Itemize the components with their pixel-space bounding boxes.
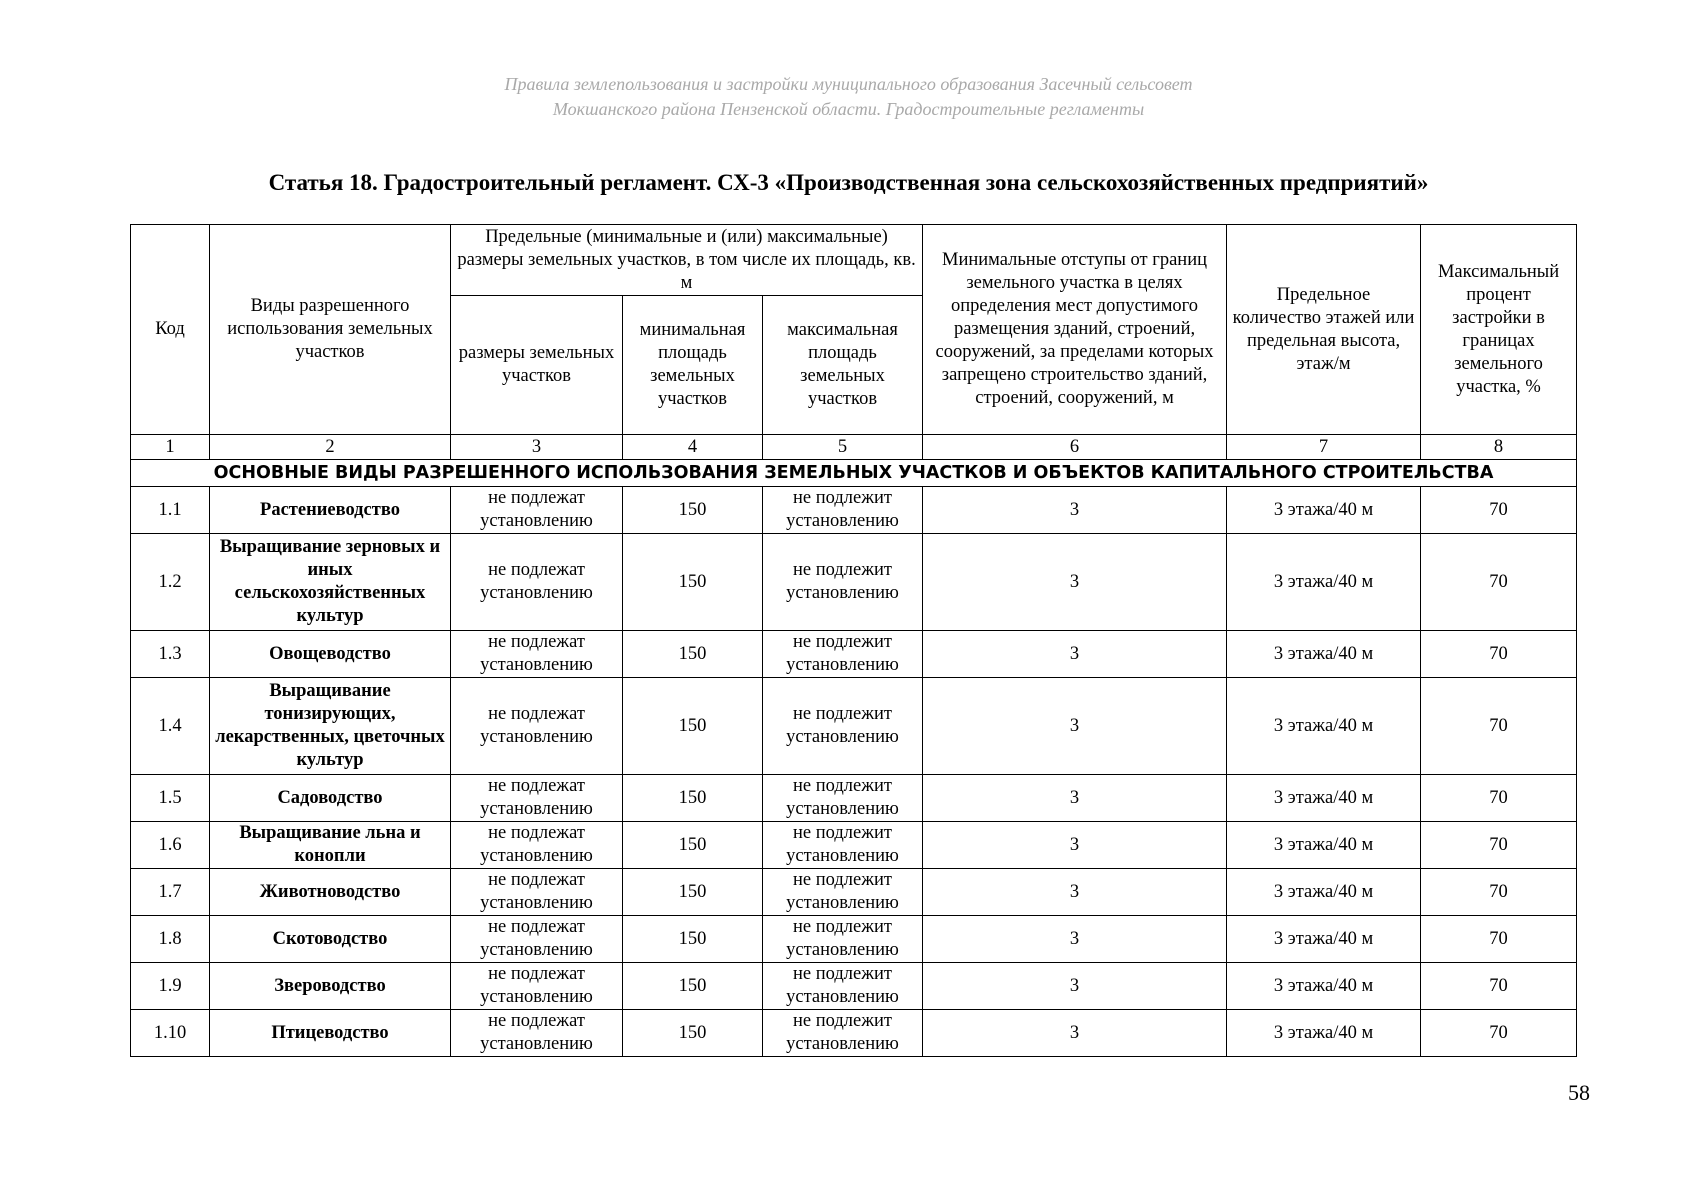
- row-use-type: Птицеводство: [210, 1010, 451, 1057]
- header-max-coverage: Максимальный процент застройки в границах земельного участка, %: [1421, 225, 1577, 435]
- column-number-row: [131, 435, 1577, 460]
- row-max-coverage: 70: [1421, 487, 1577, 534]
- row-setback: 3: [923, 916, 1227, 963]
- row-max-coverage: 70: [1421, 678, 1577, 775]
- row-plot-sizes: не подлежат установлению: [451, 1010, 623, 1057]
- row-code: 1.5: [131, 775, 210, 822]
- header-plot-sizes: размеры земельных участков: [451, 296, 623, 435]
- row-use-type: Садоводство: [210, 775, 451, 822]
- row-setback: 3: [923, 1010, 1227, 1057]
- running-header: [0, 72, 1697, 122]
- section-title: ОСНОВНЫЕ ВИДЫ РАЗРЕШЕННОГО ИСПОЛЬЗОВАНИЯ ЗЕМЕЛЬНЫХ УЧАСТКОВ И ОБЪЕКТОВ КАПИТАЛЬНОГО СТРОИТЕЛЬСТВА: [131, 460, 1577, 487]
- row-max-area: не подлежит установлению: [763, 775, 923, 822]
- row-max-coverage: 70: [1421, 916, 1577, 963]
- row-plot-sizes: не подлежат установлению: [451, 963, 623, 1010]
- row-setback: 3: [923, 631, 1227, 678]
- row-use-type: Животноводство: [210, 869, 451, 916]
- row-plot-sizes: не подлежат установлению: [451, 487, 623, 534]
- row-plot-sizes: не подлежат установлению: [451, 869, 623, 916]
- table-row: [131, 678, 1577, 775]
- row-max-area: не подлежит установлению: [763, 678, 923, 775]
- table-row: [131, 534, 1577, 631]
- row-max-floors: 3 этажа/40 м: [1227, 869, 1421, 916]
- column-number: 2: [210, 435, 451, 460]
- row-code: 1.3: [131, 631, 210, 678]
- row-plot-sizes: не подлежат установлению: [451, 534, 623, 631]
- column-number: 6: [923, 435, 1227, 460]
- row-max-floors: 3 этажа/40 м: [1227, 487, 1421, 534]
- row-code: 1.7: [131, 869, 210, 916]
- row-max-floors: 3 этажа/40 м: [1227, 631, 1421, 678]
- row-max-floors: 3 этажа/40 м: [1227, 916, 1421, 963]
- row-code: 1.1: [131, 487, 210, 534]
- row-min-area: 150: [623, 1010, 763, 1057]
- row-setback: 3: [923, 487, 1227, 534]
- row-max-coverage: 70: [1421, 775, 1577, 822]
- row-code: 1.4: [131, 678, 210, 775]
- row-setback: 3: [923, 869, 1227, 916]
- column-number: 4: [623, 435, 763, 460]
- header-code: Код: [131, 225, 210, 435]
- row-min-area: 150: [623, 916, 763, 963]
- row-min-area: 150: [623, 631, 763, 678]
- column-number: 8: [1421, 435, 1577, 460]
- row-code: 1.2: [131, 534, 210, 631]
- row-code: 1.10: [131, 1010, 210, 1057]
- row-setback: 3: [923, 963, 1227, 1010]
- row-max-area: не подлежит установлению: [763, 963, 923, 1010]
- header-min-area: минимальная площадь земельных участков: [623, 296, 763, 435]
- row-plot-sizes: не подлежат установлению: [451, 916, 623, 963]
- row-min-area: 150: [623, 822, 763, 869]
- running-header-line-1: Правила землепользования и застройки муниципального образования Засечный сельсовет: [504, 74, 1193, 94]
- row-code: 1.6: [131, 822, 210, 869]
- row-max-coverage: 70: [1421, 963, 1577, 1010]
- header-use-types: Виды разрешенного использования земельных участков: [210, 225, 451, 435]
- header-plot-limits-group: Предельные (минимальные и (или) максимальные) размеры земельных участков, в том числе их площадь, кв. м: [451, 225, 923, 296]
- header-row: [131, 225, 1577, 296]
- row-max-floors: 3 этажа/40 м: [1227, 822, 1421, 869]
- row-setback: 3: [923, 775, 1227, 822]
- column-number: 3: [451, 435, 623, 460]
- row-max-coverage: 70: [1421, 534, 1577, 631]
- row-max-coverage: 70: [1421, 822, 1577, 869]
- row-max-area: не подлежит установлению: [763, 631, 923, 678]
- row-max-area: не подлежит установлению: [763, 822, 923, 869]
- row-plot-sizes: не подлежат установлению: [451, 822, 623, 869]
- row-max-floors: 3 этажа/40 м: [1227, 1010, 1421, 1057]
- table-row: [131, 916, 1577, 963]
- row-use-type: Выращивание зерновых и иных сельскохозяйственных культур: [210, 534, 451, 631]
- row-min-area: 150: [623, 869, 763, 916]
- section-row: [131, 460, 1577, 487]
- row-min-area: 150: [623, 963, 763, 1010]
- table-row: [131, 487, 1577, 534]
- row-min-area: 150: [623, 678, 763, 775]
- row-min-area: 150: [623, 487, 763, 534]
- row-use-type: Выращивание льна и конопли: [210, 822, 451, 869]
- row-use-type: Растениеводство: [210, 487, 451, 534]
- page-number: 58: [1568, 1080, 1590, 1105]
- row-max-floors: 3 этажа/40 м: [1227, 775, 1421, 822]
- column-number: 7: [1227, 435, 1421, 460]
- running-header-line-2: Мокшанского района Пензенской области. Градостроительные регламенты: [552, 99, 1145, 119]
- column-number: 1: [131, 435, 210, 460]
- header-max-area: максимальная площадь земельных участков: [763, 296, 923, 435]
- article-title: Статья 18. Градостроительный регламент. СХ-3 «Производственная зона сельскохозяйственных предприятий»: [268, 170, 1429, 195]
- row-max-floors: 3 этажа/40 м: [1227, 963, 1421, 1010]
- regulation-table: [130, 224, 1577, 1057]
- row-use-type: Овощеводство: [210, 631, 451, 678]
- row-setback: 3: [923, 678, 1227, 775]
- table-row: [131, 963, 1577, 1010]
- row-max-coverage: 70: [1421, 1010, 1577, 1057]
- row-max-area: не подлежит установлению: [763, 1010, 923, 1057]
- row-min-area: 150: [623, 775, 763, 822]
- table-row: [131, 1010, 1577, 1057]
- row-max-coverage: 70: [1421, 869, 1577, 916]
- header-min-setbacks: Минимальные отступы от границ земельного участка в целях определения мест допустимого размещения зданий, строений, сооружений, за пределами которых запрещено строительство зданий, строений, сооружений, м: [923, 225, 1227, 435]
- row-plot-sizes: не подлежат установлению: [451, 775, 623, 822]
- table-row: [131, 775, 1577, 822]
- row-max-floors: 3 этажа/40 м: [1227, 678, 1421, 775]
- row-setback: 3: [923, 822, 1227, 869]
- table-row: [131, 869, 1577, 916]
- row-plot-sizes: не подлежат установлению: [451, 678, 623, 775]
- row-max-area: не подлежит установлению: [763, 487, 923, 534]
- column-number: 5: [763, 435, 923, 460]
- row-use-type: Скотоводство: [210, 916, 451, 963]
- row-max-area: не подлежит установлению: [763, 869, 923, 916]
- row-setback: 3: [923, 534, 1227, 631]
- row-max-coverage: 70: [1421, 631, 1577, 678]
- table-row: [131, 822, 1577, 869]
- row-min-area: 150: [623, 534, 763, 631]
- row-max-area: не подлежит установлению: [763, 534, 923, 631]
- row-max-area: не подлежит установлению: [763, 916, 923, 963]
- row-code: 1.8: [131, 916, 210, 963]
- table-row: [131, 631, 1577, 678]
- row-plot-sizes: не подлежат установлению: [451, 631, 623, 678]
- row-use-type: Выращивание тонизирующих, лекарственных, цветочных культур: [210, 678, 451, 775]
- row-use-type: Звероводство: [210, 963, 451, 1010]
- row-code: 1.9: [131, 963, 210, 1010]
- row-max-floors: 3 этажа/40 м: [1227, 534, 1421, 631]
- header-max-floors: Предельное количество этажей или предельная высота, этаж/м: [1227, 225, 1421, 435]
